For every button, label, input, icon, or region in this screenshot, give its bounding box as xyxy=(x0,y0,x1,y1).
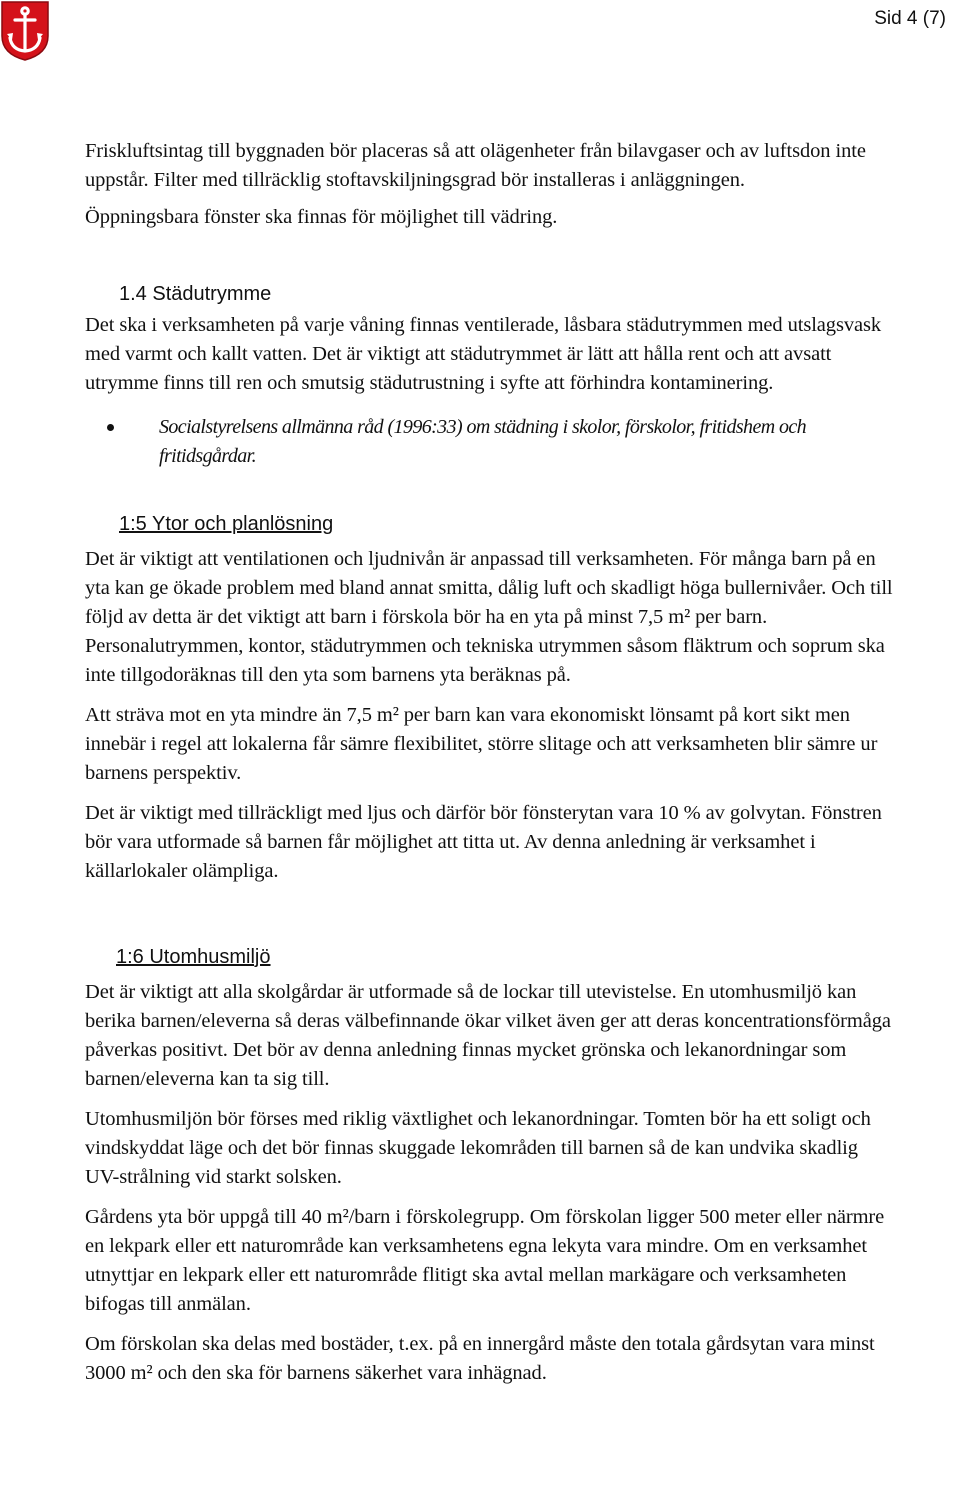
section-heading: 1.4 Städutrymme xyxy=(119,283,272,305)
coat-of-arms-logo-icon xyxy=(0,0,50,62)
page-number: Sid 4 (7) xyxy=(874,8,946,29)
paragraph: Gårdens yta bör uppgå till 40 m²/barn i förskolegrupp. Om förskolan ligger 500 meter eller närmre en lekpark eller ett naturområde kan verksamhetens egna lekyta vara mindre. Om en verksamhet utnyttjar en lekpark eller ett naturområde flitigt ska avtal mellan markägare och verksamheten bifogas till anmälan. xyxy=(85,1206,885,1315)
paragraph: Det ska i verksamheten på varje våning finnas ventilerade, låsbara städutrymmen med utslagsvask med varmt och kallt vatten. Det är viktigt att städutrymmet är lätt att hålla rent och att avsatt utrymme finns till ren och smutsig städutrustning i syfte att förhindra kontaminering. xyxy=(85,314,882,394)
bullet-text: Socialstyrelsens allmänna råd (1996:33) om städning i skolor, förskolor, fritidshem och fritidsgårdar. xyxy=(159,416,807,467)
paragraph: Friskluftsintag till byggnaden bör placeras så att olägenheter från bilavgaser och av luftsdon inte uppstår. Filter med tillräcklig stoftavskiljningsgrad bör installeras i anläggningen. xyxy=(85,140,866,191)
paragraph: Om förskolan ska delas med bostäder, t.ex. på en innergård måste den totala gårdsytan vara minst 3000 m² och den ska för barnens säkerhet vara inhägnad. xyxy=(85,1333,875,1384)
bullet-icon xyxy=(85,413,159,471)
paragraph: Det är viktigt att ventilationen och ljudnivån är anpassad till verksamheten. För många barn på en yta kan ge ökade problem med bland annat smitta, dålig luft och skadligt höga bullernivåer. Och till följd av detta är det viktigt att barn i förskola bör ha en yta på minst 7,5 m² per barn. Personalutrymmen, kontor, städutrymmen och tekniska utrymmen såsom fläktrum och soprum ska inte tillgodoräknas till den yta som barnens yta beräknas på. xyxy=(85,548,893,686)
paragraph: Utomhusmiljön bör förses med riklig växtlighet och lekanordningar. Tomten bör ha ett soligt och vindskyddat läge och det bör finnas skuggade lekområden till barnen så de kan undvika skadlig UV-strålning vid starkt solsken. xyxy=(85,1108,871,1188)
paragraph: Öppningsbara fönster ska finnas för möjlighet till vädring. xyxy=(85,206,558,228)
section-heading: 1:6 Utomhusmiljö xyxy=(116,946,271,968)
paragraph: Att sträva mot en yta mindre än 7,5 m² per barn kan vara ekonomiskt lönsamt på kort sikt men innebär i regel att lokalerna får sämre flexibilitet, större slitage och att verksamheten blir sämre ur barnens perspektiv. xyxy=(85,704,878,784)
bullet-item xyxy=(85,413,897,471)
paragraph: Det är viktigt med tillräckligt med ljus och därför bör fönsterytan vara 10 % av golvytan. Fönstren bör vara utformade så barnen får möjlighet att titta ut. Av denna anledning är verksamhet i källarlokaler olämpliga. xyxy=(85,802,882,882)
section-heading: 1:5 Ytor och planlösning xyxy=(119,513,334,535)
paragraph: Det är viktigt att alla skolgårdar är utformade så de lockar till utevistelse. En utomhusmiljö kan berika barnen/eleverna så deras välbefinnande ökar vilket även ger att deras koncentrationsförmåga påverkas positivt. Det bör av denna anledning finnas mycket grönska och lekanordningar som barnen/eleverna kan ta sig till. xyxy=(85,981,891,1090)
document-body xyxy=(85,137,897,1388)
